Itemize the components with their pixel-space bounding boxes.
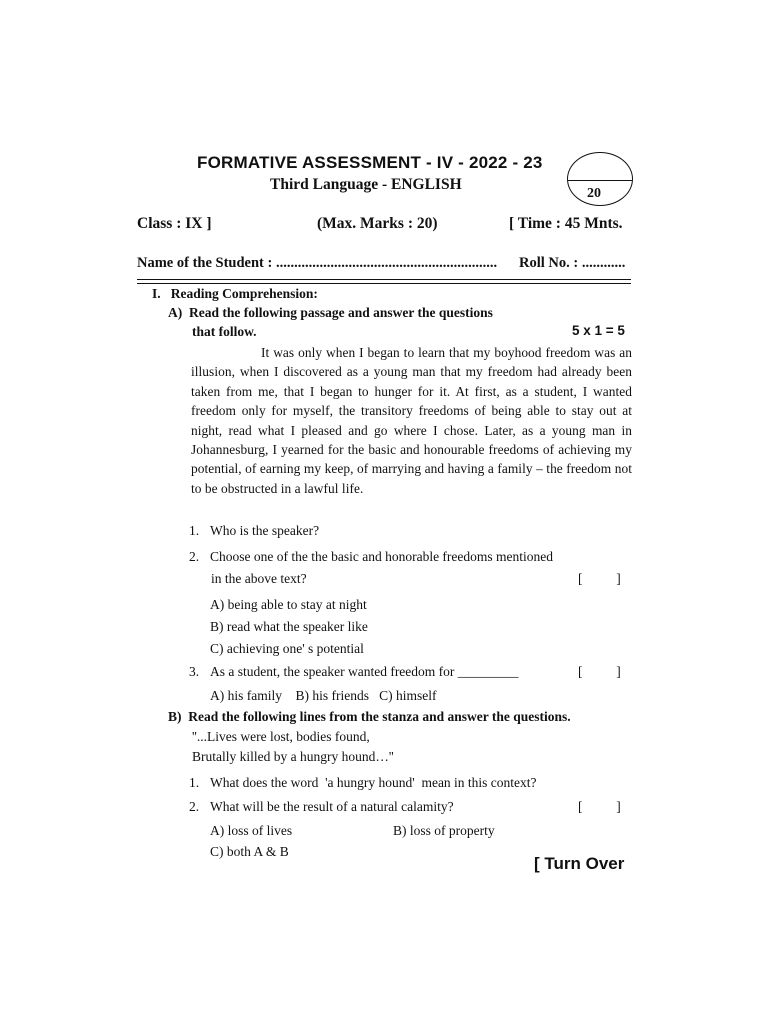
part-b-instruction: B) Read the following lines from the stanza and answer the questions. [168,709,571,724]
option-a: A) being able to stay at night [210,597,367,612]
passage-first-line: It was only when I began to learn that my boyhood freedom [261,345,591,360]
question-number: 2. [189,549,200,564]
question-text: What will be the result of a natural calamity? [210,799,454,814]
option-c: C) achieving one' s potential [210,641,364,656]
stanza-line-2: Brutally killed by a hungry hound…'' [192,749,394,764]
question-text: As a student, the speaker wanted freedom for _________ [210,664,519,679]
question-text-cont: in the above text? [211,571,307,586]
turn-over-label: [ Turn Over [534,854,625,873]
question-number: 1. [189,523,200,538]
student-name-field: Name of the Student : ............................................................. [137,255,498,271]
question-text: Choose one of the the basic and honorable freedoms mentioned [210,549,554,564]
question-text: What does the word 'a hungry hound' mean in this context? [210,775,537,790]
time-label: [ Time : 45 Mnts. [509,215,623,232]
header-divider-top [137,279,631,280]
page-subtitle: Third Language - ENGLISH [270,176,462,193]
question-text: Who is the speaker? [210,523,320,538]
option-c: C) both A & B [210,844,289,859]
answer-bracket[interactable]: [ ] [578,664,621,679]
question-number: 1. [189,775,200,790]
answer-bracket[interactable]: [ ] [578,799,621,814]
page-title: FORMATIVE ASSESSMENT - IV - 2022 - 23 [197,153,543,172]
part-a-instruction: A) Read the following passage and answer the questions [168,305,493,320]
max-marks: (Max. Marks : 20) [317,215,438,232]
option-a: A) loss of lives [210,823,293,838]
question-number: 2. [189,799,200,814]
option-b: B) read what the speaker like [210,619,368,634]
stanza-line-1: ''...Lives were lost, bodies found, [192,729,370,744]
class-label: Class : IX ] [137,215,212,232]
option-b: B) loss of property [393,823,495,838]
passage-body: was an illusion, when I discovered as a young man that my freedom had already been taken from me, that I began to hunger for it. At first, as a student, I wanted freedom only for myself, the transitory freedoms of being able to stay out at night, read what I pleased and go where I chose. Later, as a young man in Johannesburg, I yearned for the basic and honourable freedoms of achieving my potential, of earning my keep, of marrying and having a family – the freedom not to be obstructed in a lawful life. [191,345,632,496]
section-heading: I. Reading Comprehension: [152,286,318,301]
part-a-instruction-cont: that follow. [192,324,257,339]
marks-circle-total: 20 [587,186,601,201]
header-divider-bottom [137,283,631,284]
marks-circle-divider [568,180,632,181]
question-number: 3. [189,664,200,679]
part-a-marks: 5 x 1 = 5 [572,323,625,338]
q3-options: A) his family B) his friends C) himself [210,688,437,703]
answer-bracket[interactable]: [ ] [578,571,621,586]
reading-passage [191,343,632,498]
roll-number-field: Roll No. : ............ [519,255,626,271]
